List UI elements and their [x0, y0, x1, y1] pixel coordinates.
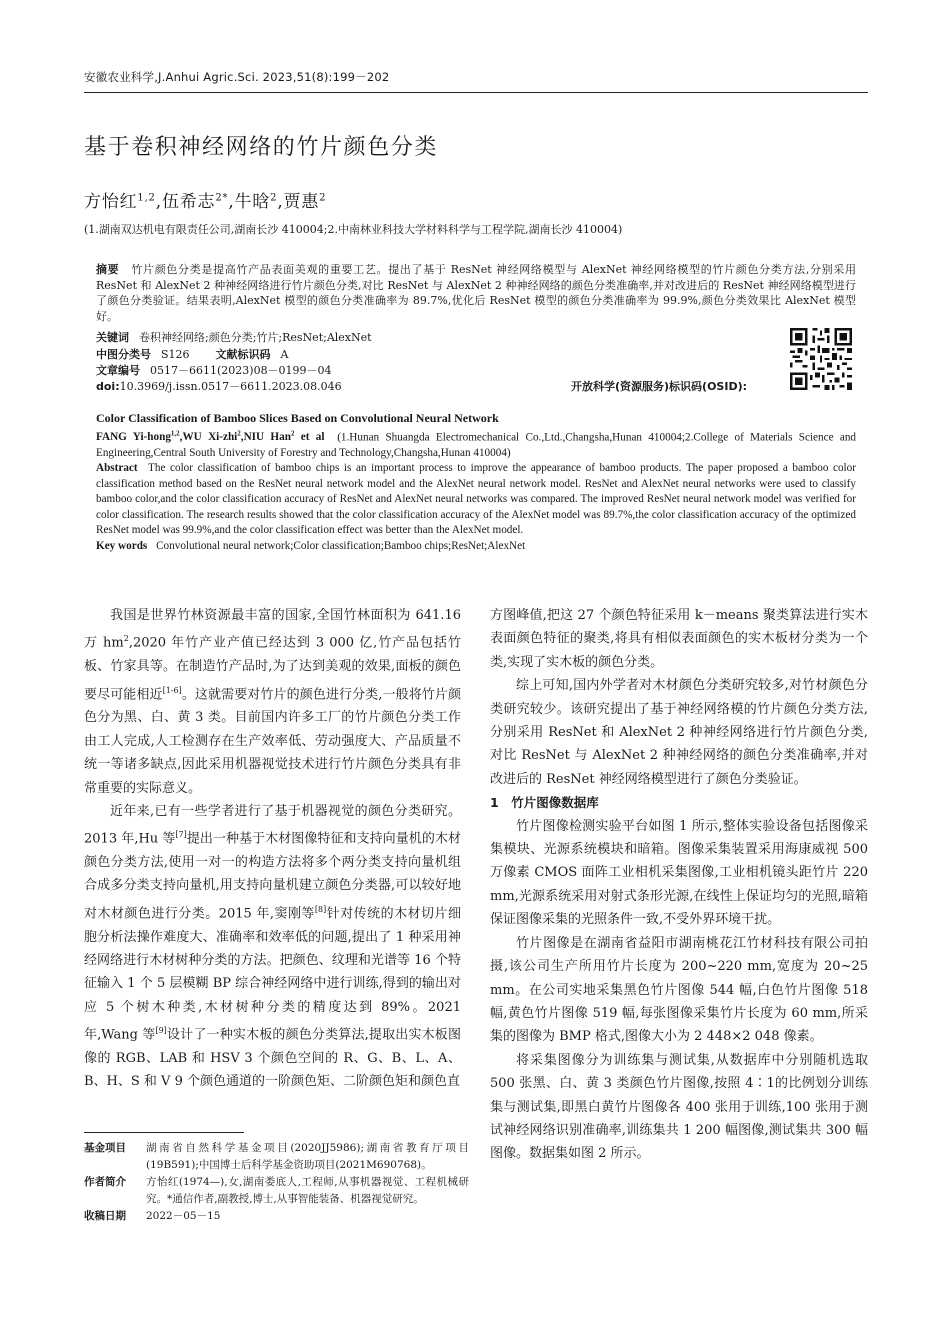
keywords-cn-text: 卷积神经网络;颜色分类;竹片;ResNet;AlexNet	[139, 331, 372, 344]
author-name: 方怡红	[84, 192, 138, 212]
english-author: FANG Yi-hong	[96, 431, 171, 444]
english-author-sup: 1,2	[170, 429, 180, 438]
body-paragraph: 综上可知,国内外学者对木材颜色分类研究较多,对竹材颜色分类研究较少。该研究提出了基于神经网络模的竹片颜色分类方法,分别采用 ResNet 和 AlexNet 2 种神经网络进行竹片颜色分类,对比 ResNet 与 AlexNet 2 种神经网络的颜色分类准确率,并对改进后的 ResNet 神经网络模型进行了颜色分类验证。	[490, 678, 868, 787]
english-keywords	[96, 539, 856, 555]
english-etal: et al	[294, 431, 325, 444]
author-list: 方怡红$^{1,2}$,伍希志$^{2*}$,牛晗$^2$,贾惠$^2$	[84, 192, 327, 212]
body-left-column	[84, 604, 461, 1094]
citation-ref[interactable]: [7]	[175, 830, 187, 840]
english-affiliation: (1.Hunan Shuangda Electromechanical Co.,Ltd.,Changsha,Hunan 410004;2.College of Materials Science and Engineering,Central South University of Forestry and Technology,Changsha,Hunan 410004)	[96, 431, 857, 459]
author-name: 贾惠	[283, 192, 320, 212]
body-text: 我国是世界竹林资源最丰富的国家,全国竹林面积为 641.16 万 hm	[84, 608, 461, 651]
paper-title: 基于卷积神经网络的竹片颜色分类	[84, 135, 439, 160]
footnote-text: 方怡红(1974—),女,湖南娄底人,工程师,从事机器视觉、工程机械研究。*通信作者,副教授,博士,从事智能装备、机器视觉研究。	[146, 1176, 469, 1205]
footnote-funding	[84, 1140, 469, 1174]
section-heading: 1 竹片图像数据库	[490, 795, 599, 811]
keywords-cn-label: 关键词	[96, 331, 129, 344]
osid-label: 开放科学(资源服务)标识码(OSID):	[571, 380, 748, 393]
english-abstract-text: The color classification of bamboo chips is an important process to improve the appearance of bamboo products. The paper proposed a bamboo color classification method based on the ResNet neural network model and the AlexNet neural network model. ResNet and AlexNet neural networks were used to classify bamboo color,and the color classification accuracy of ResNet and AlexNet neural networks was compared. The improved ResNet neural network model was verified for color classification. The research results showed that the color classification accuracy of the AlexNet model was 89.7%,the color classification accuracy of the optimized ResNet model was 99.9%,and the color classification effect was better than the AlexNet model.	[96, 462, 856, 537]
unit-superscript: 2	[123, 634, 129, 644]
footnote-label: 收稿日期	[84, 1210, 126, 1222]
citation-ref[interactable]: [8]	[314, 904, 327, 914]
classification-line	[96, 346, 288, 362]
body-right-column	[490, 604, 868, 1166]
body-paragraph: 将采集图像分为训练集与测试集,从数据库中分别随机选取 500 张黑、白、黄 3 类颜色竹片图像,按照 4∶1的比例划分训练集与测试集,即黑白黄竹片图像各 400 张用于训练,100 张用于测试神经网络识别准确率,训练集共 1 200 幅图像,测试集共 300 幅图像。数据集如图 2 所示。	[490, 1052, 868, 1162]
footnote-label: 作者简介	[84, 1176, 126, 1188]
doc-code-label: 文献标识码	[215, 348, 271, 361]
author-sup: 2*	[215, 192, 229, 204]
citation-ref[interactable]: [1-6]	[162, 685, 182, 695]
english-abstract	[96, 461, 856, 539]
english-abstract-label: Abstract	[96, 462, 138, 475]
footnote-label: 基金项目	[84, 1142, 126, 1154]
footnote-text: 湖南省自然科学基金项目(2020JJ5986);湖南省教育厅项目(19B591);中国博士后科学基金资助项目(2021M690768)。	[146, 1142, 469, 1171]
body-text: 设计了一种实木板的颜色分类算法,提取出实木板图像的 RGB、LAB 和 HSV 3 个颜色空间的 R、G、B、L、A、B、H、S 和 V 9 个颜色通道的一阶颜色矩、二阶颜色矩和颜色直	[84, 1027, 461, 1090]
author-sup: 2	[319, 192, 327, 204]
body-paragraph	[84, 800, 461, 1094]
keywords-cn	[96, 329, 372, 345]
english-abstract-block	[96, 411, 856, 554]
running-head: 安徽农业科学,J.Anhui Agric.Sci. 2023,51(8):199－202	[84, 70, 390, 84]
body-text: 。这就需要对竹片的颜色进行分类,一般将竹片颜色分为黑、白、黄 3 类。目前国内许多工厂的竹片颜色分类工作由工人完成,人工检测存在生产效率低、劳动强度大、产品质量不统一等诸多缺点,因此采用机器视觉技术进行竹片颜色分类具有非常重要的实际意义。	[84, 686, 461, 796]
english-author: ,NIU Han	[240, 431, 291, 444]
footnotes	[84, 1140, 469, 1225]
body-text: 针对传统的木材切片细胞分析法操作难度大、准确率和效率低的问题,提出了 1 种采用神经网络进行木材树种分类的方法。把颜色、纹理和光谱等 16 个特征输入 1 个 5 层模糊 BP 综合神经网络中进行训练,得到的输出对应 5 个树木种类,木材树种分类的精度达到 89%。2021 年,Wang 等	[84, 906, 461, 1043]
body-text: 近年来,已有一些学者进行了基于机器视觉的颜色分类研究。2013 年,Hu 等	[84, 803, 461, 847]
author-sup: 1,2	[137, 192, 156, 204]
english-title: Color Classification of Bamboo Slices Based on Convolutional Neural Network	[96, 411, 499, 425]
english-keywords-text: Convolutional neural network;Color classification;Bamboo chips;ResNet;AlexNet	[156, 539, 526, 552]
footnote-rule	[84, 1132, 244, 1133]
header-rule	[84, 92, 868, 93]
author-name: 伍希志	[161, 192, 216, 212]
abstract-cn	[96, 262, 856, 324]
english-keywords-label: Key words	[96, 539, 148, 552]
author-name: 牛晗	[234, 192, 271, 212]
abstract-cn-label: 摘要	[96, 263, 120, 276]
english-author-sup: 2	[290, 429, 295, 438]
body-paragraph: 竹片图像是在湖南省益阳市湖南桃花江竹材科技有限公司拍摄,该公司生产所用竹片长度为 200~220 mm,宽度为 20~25 mm。在公司实地采集黑色竹片图像 544 幅,白色竹片图像 518 幅,黄色竹片图像 519 幅,每张图像采集竹片长度为 60 mm,所采集的图像为 BMP 格式,图像大小为 2 448×2 048 像素。	[490, 935, 868, 1045]
english-authors-affiliation	[96, 427, 856, 462]
footnote-received-date	[84, 1208, 469, 1225]
footnote-author-bio	[84, 1174, 469, 1208]
english-author: ,WU Xi-zhi	[179, 431, 238, 444]
article-number-line	[96, 362, 332, 378]
doi-label: doi:	[96, 380, 120, 393]
body-paragraph: 方图峰值,把这 27 个颜色特征采用 k－means 聚类算法进行实木表面颜色特征的聚类,将具有相似表面颜色的实木板材分类为一个类,实现了实木板的颜色分类。	[490, 608, 868, 670]
body-text: ,2020 年竹产业产值已经达到 3 000 亿,竹产品包括竹板、竹家具等。在制造竹产品时,为了达到美观的效果,面板的颜色要尽可能相近	[84, 635, 461, 702]
doc-code-value: A	[280, 348, 289, 361]
body-paragraph	[84, 604, 461, 800]
citation-ref[interactable]: [9]	[155, 1026, 167, 1036]
english-authors	[96, 431, 325, 443]
article-number-label: 文章编号	[96, 364, 140, 377]
english-author-sup: 2	[237, 429, 241, 438]
affiliation: (1.湖南双达机电有限责任公司,湖南长沙 410004;2.中南林业科技大学材料科学与工程学院,湖南长沙 410004)	[84, 223, 623, 236]
clc-value: S126	[161, 348, 190, 361]
footnote-text: 2022－05－15	[146, 1210, 221, 1222]
qr-code-icon[interactable]	[790, 328, 852, 390]
article-number-value: 0517－6611(2023)08－0199－04	[150, 364, 332, 377]
body-text: 提出一种基于木材图像特征和支持向量机的木材颜色分类方法,使用一对一的构造方法将多个两分类支持向量机组合成多分类支持向量机,用支持向量机建立颜色分类器,可以较好地对木材颜色进行分类。2015 年,窦刚等	[84, 831, 461, 922]
author-sup: 2	[270, 192, 278, 204]
abstract-cn-text: 竹片颜色分类是提高竹产品表面美观的重要工艺。提出了基于 ResNet 神经网络模型与 AlexNet 神经网络模型的竹片颜色分类方法,分别采用 ResNet 和 AlexNet 2 种神经网络进行竹片颜色分类,对比 ResNet 与 AlexNet 2 种神经网络的颜色分类准确率,并对改进后的 ResNet 神经网络模型进行了颜色分类验证。结果表明,AlexNet 模型的颜色分类准确率为 89.7%,优化后 ResNet 模型的颜色分类准确率为 99.9%,颜色分类效果比 AlexNet 模型好。	[96, 263, 857, 323]
doi-line	[96, 378, 342, 394]
clc-label: 中图分类号	[96, 348, 151, 361]
body-paragraph: 竹片图像检测实验平台如图 1 所示,整体实验设备包括图像采集模块、光源系统模块和暗箱。图像采集装置采用海康威视 500 万像素 CMOS 面阵工业相机采集图像,工业相机镜头距竹片 220 mm,光源系统采用对射式条形光源,在线性上保证均匀的光照,暗箱保证图像采集的光照条件一致,不受外界环境干扰。	[490, 818, 868, 928]
doi-value: 10.3969/j.issn.0517－6611.2023.08.046	[119, 380, 342, 393]
